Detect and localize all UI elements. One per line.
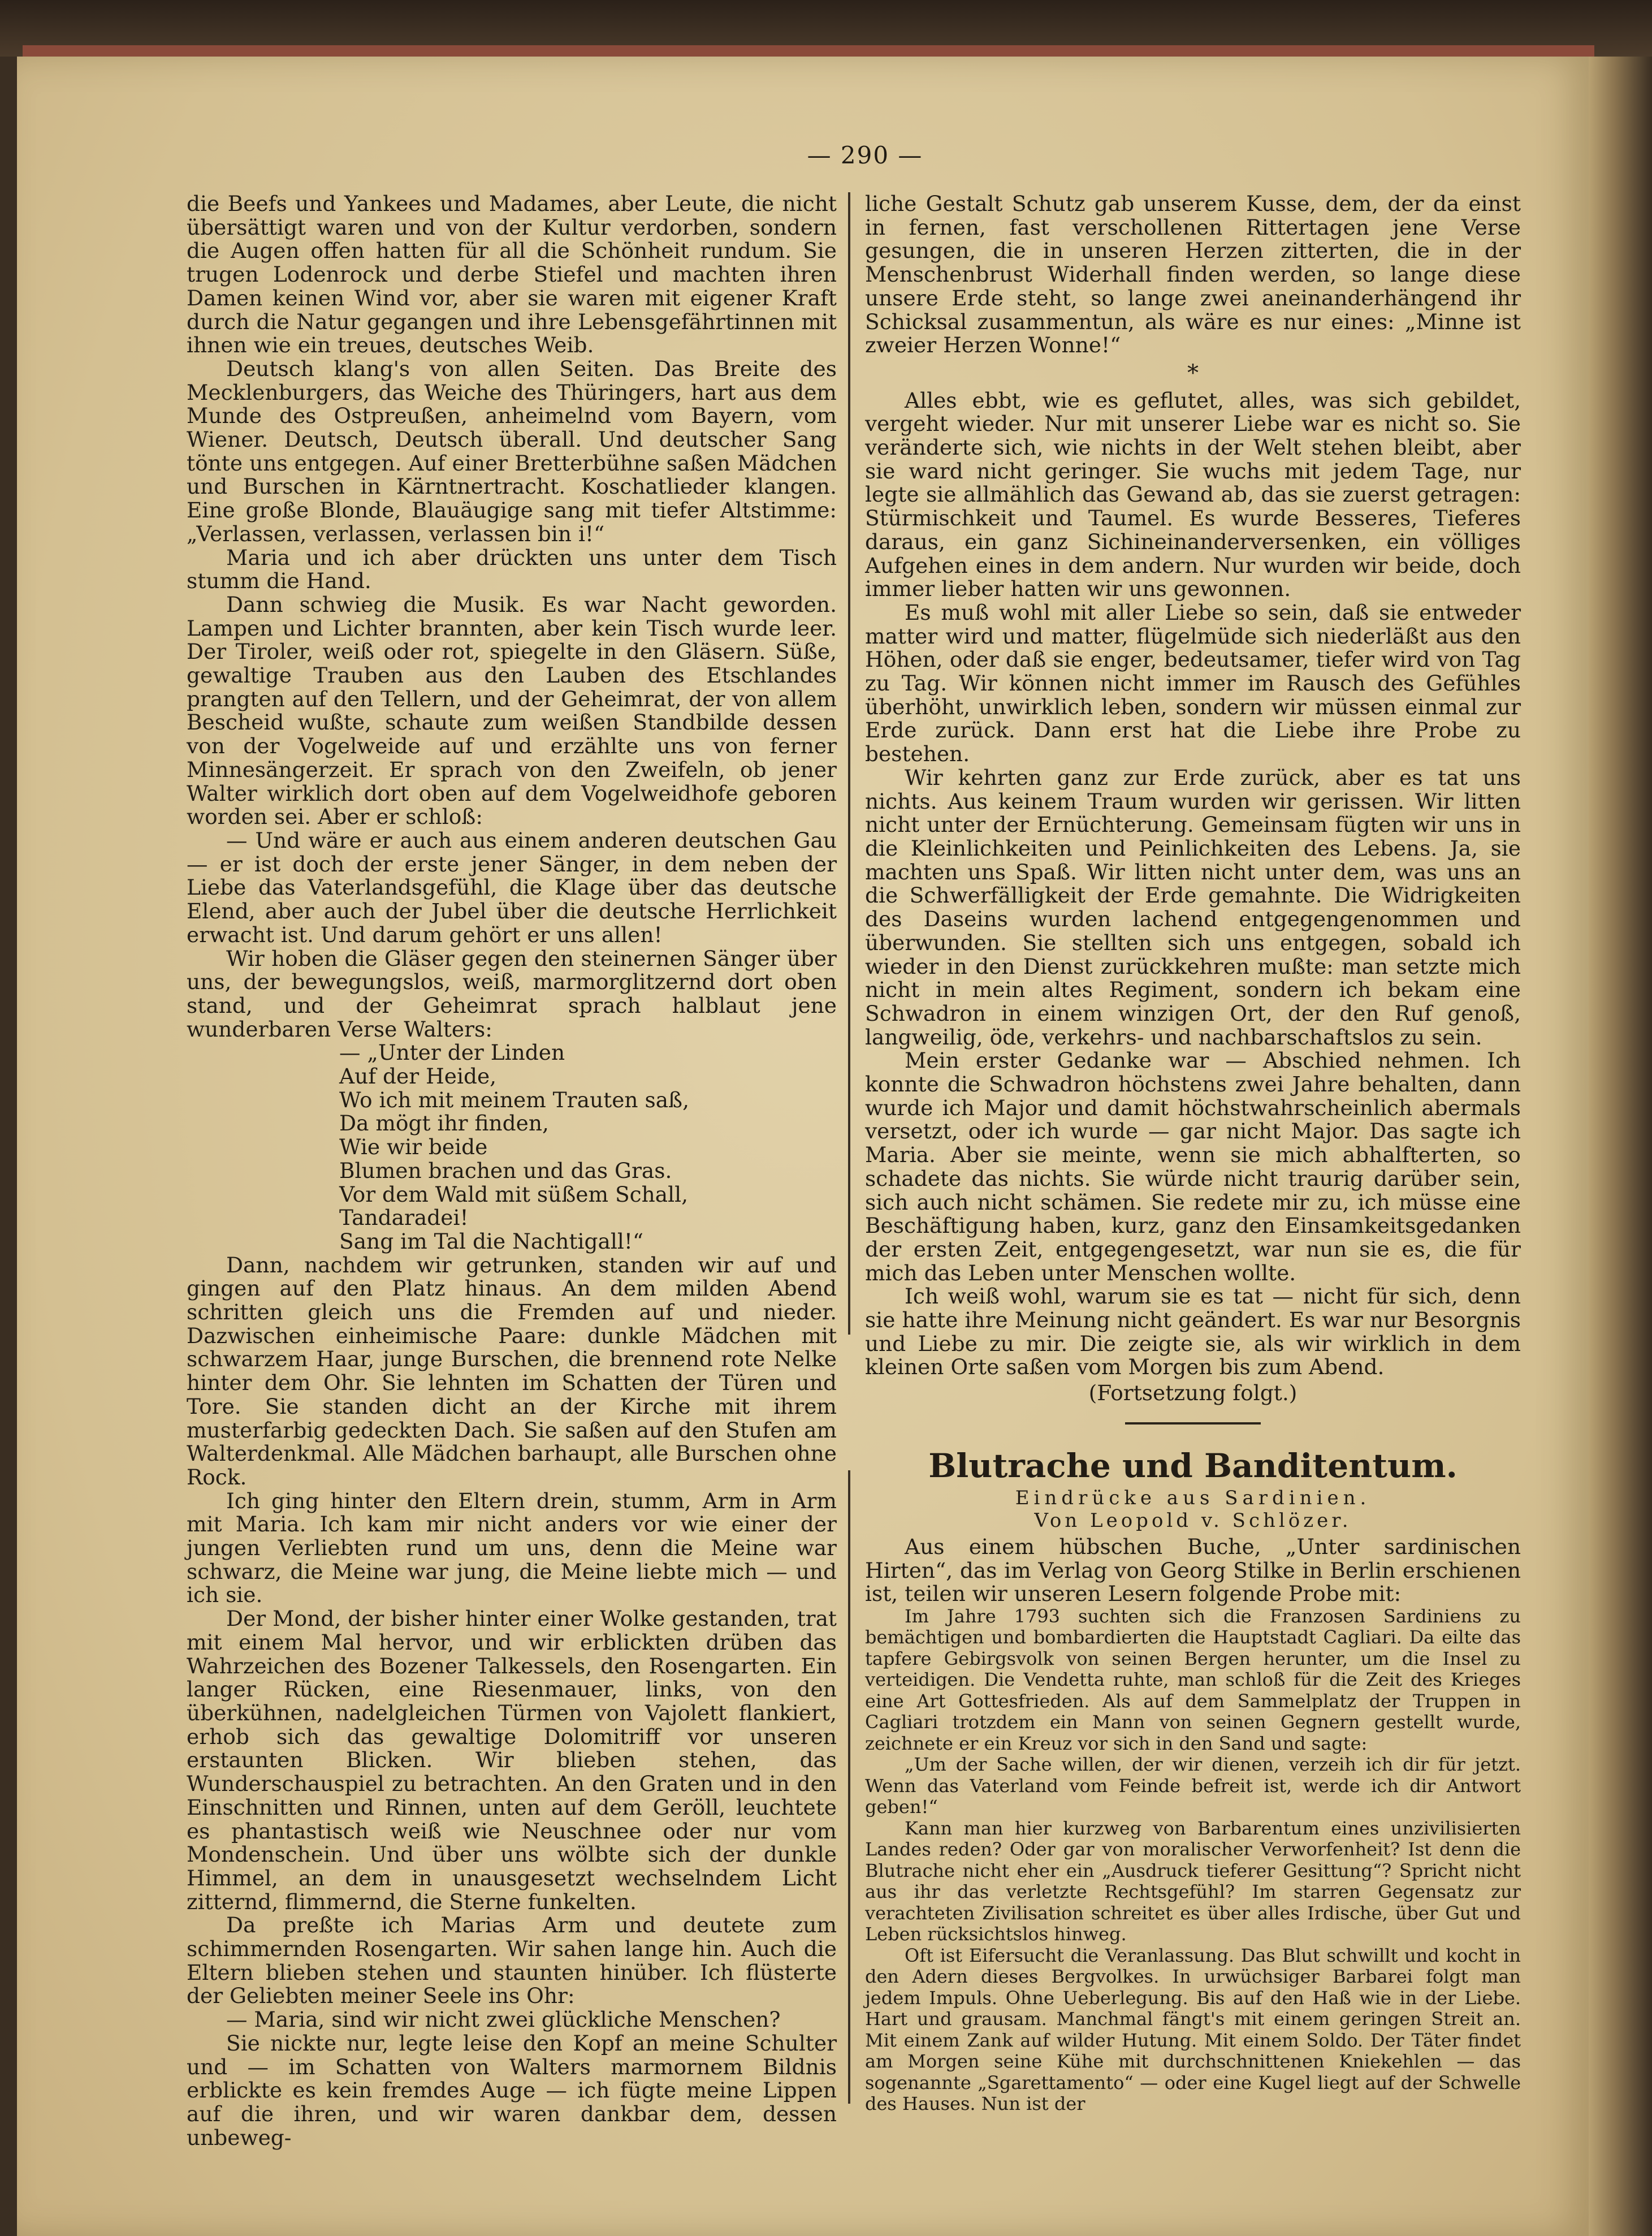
- poem-line: Da mögt ihr finden,: [339, 1111, 549, 1136]
- right-column: [865, 192, 1521, 2115]
- paragraph: — Maria, sind wir nicht zwei glückliche Menschen?: [226, 2007, 781, 2032]
- continuation-note: (Fortsetzung folgt.): [1088, 1380, 1298, 1406]
- section-rule: [1125, 1422, 1261, 1425]
- paragraph: die Beefs und Yankees und Madames, aber Leute, die nicht übersättigt waren und von der Kultur verdorben, sondern die Augen offen hatten für all die Schönheit rundum. Sie trugen Lodenrock und derbe Stiefel und machten ihren Damen keinen Wind vor, aber sie waren mit eigener Kraft durch die Natur gegangen und ihre Lebensgefährtinnen mit ihnen wie ein treues, deutsches Weib.: [187, 191, 837, 358]
- paragraph: Dann, nachdem wir getrunken, standen wir auf und gingen auf den Platz hinaus. An dem milden Abend schritten gleich uns die Fremden auf und nieder. Dazwischen einheimische Paare: dunkle Mädchen mit schwarzem Haar, junge Burschen, die brennend rote Nelke hinter dem Ohr. Sie lehnten im Schatten der Türen und Tore. Sie standen dicht an der Kirche mit ihrem musterfarbig gedeckten Dach. Sie saßen auf den Stufen am Walterdenkmal. Alle Mädchen barhaupt, alle Burschen ohne Rock.: [187, 1252, 837, 1490]
- paragraph: Ich weiß wohl, warum sie es tat — nicht für sich, denn sie hatte ihre Meinung nicht geändert. Es war nur Besorgnis und Liebe zu mir. Die zeigte sie, als wir wirklich in dem kleinen Orte saßen vom Morgen bis zum Abend.: [865, 1284, 1521, 1380]
- article-paragraph: Im Jahre 1793 suchten sich die Franzosen Sardiniens zu bemächtigen und bombardierten die Hauptstadt Cagliari. Da eilte das tapfere Gebirgsvolk von seinen Bergen herunter, um die Insel zu verteidigen. Die Vendetta ruhte, man schloß für die Zeit des Krieges eine Art Gottesfrieden. Als auf dem Sammelplatz der Truppen in Cagliari trotzdem ein Mann von seinen Gegnern gestellt wurde, zeichnete er ein Kreuz vor sich in den Sand und sagte:: [865, 1605, 1521, 1754]
- poem: [339, 1041, 837, 1253]
- paragraph: Alles ebbt, wie es geflutet, alles, was sich gebildet, vergeht wieder. Nur mit unserer Liebe war es nicht so. Sie veränderte sich, wie nichts in der Welt stehen bleibt, aber sie ward nicht geringer. Sie wuchs mit jedem Tage, nur legte sie allmählich das Gewand ab, das sie zuerst getragen: Stürmischkeit und Taumel. Es wurde Besseres, Tieferes daraus, ein ganz Sichineinanderversenken, ein völliges Aufgehen eines in dem andern. Nur wurden wir beide, doch immer lieber hatten wir uns gewonnen.: [865, 387, 1521, 602]
- article-headline: Blutrache und Banditentum.: [928, 1446, 1458, 1485]
- paragraph: — Und wäre er auch aus einem anderen deutschen Gau — er ist doch der erste jener Sänger, in dem neben der Liebe das Vaterlandsgefühl, die Klage über das deutsche Elend, aber auch der Jubel über die deutsche Herrlichkeit erwacht ist. Und darum gehört er uns allen!: [187, 827, 837, 947]
- column-divider-upper: [848, 192, 850, 1335]
- left-column: [187, 192, 837, 2149]
- poem-line: Vor dem Wald mit süßem Schall,: [339, 1181, 689, 1207]
- paragraph: Wir kehrten ganz zur Erde zurück, aber es tat uns nichts. Aus keinem Traum wurden wir gerissen. Wir litten nicht unter der Ernüchterung. Gemeinsam fügten wir uns in die Kleinlichkeiten und Peinlichkeiten des Lebens. Ja, sie machten uns Spaß. Wir litten nicht unter dem, was uns an die Schwerfälligkeit der Erde gemahnte. Die Widrigkeiten des Daseins wurden lachend entgegengenommen und überwunden. Sie stellten sich uns entgegen, sobald ich wieder in den Dienst zurückkehren mußte: man setzte mich nicht in mein altes Regiment, sondern ich bekam eine Schwadron in einem winzigen Ort, der den Ruf genoß, langweilig, öde, verkehrs- und nachbarschaftslos zu sein.: [865, 765, 1521, 1050]
- poem-line: Wo ich mit meinem Trauten saß,: [339, 1087, 690, 1112]
- article-intro: Aus einem hübschen Buche, „Unter sardinischen Hirten“, das im Verlag von Georg Stilke in Berlin erschienen ist, teilen wir unseren Lesern folgende Probe mit:: [865, 1534, 1521, 1607]
- article-paragraph: Oft ist Eifersucht die Veranlassung. Das Blut schwillt und kocht in den Adern dieses Bergvolkes. In urwüchsiger Barbarei folgt man jedem Impuls. Ohne Ueberlegung. Bis auf den Haß wie in der Liebe. Hart und grausam. Manchmal fängt's mit einem geringen Streit an. Mit einem Zank auf wilder Hutung. Mit einem Soldo. Der Täter findet am Morgen seine Kühe mit durchschnittenen Kniekehlen — das sogenannte „Sgarettamento“ — oder eine Kugel liegt auf der Schwelle des Hauses. Nun ist der: [865, 1944, 1521, 2115]
- paragraph: Maria und ich aber drückten uns unter dem Tisch stumm die Hand.: [187, 545, 837, 594]
- article-paragraph: Kann man hier kurzweg von Barbarentum eines unzivilisierten Landes reden? Oder gar von moralischer Verworfenheit? Ist denn die Blutrache nicht eher ein „Ausdruck tieferer Gesittung“? Spricht nicht aus ihr das verletzte Rechtsgefühl? Im starren Gegensatz zur verachteten Zivilisation schreitet es über alles Irdische, über Gut und Leben rücksichtslos hinweg.: [865, 1817, 1521, 1945]
- column-divider-lower: [848, 1470, 850, 2104]
- poem-line: Wie wir beide: [339, 1134, 488, 1160]
- paragraph: Dann schwieg die Musik. Es war Nacht geworden. Lampen und Lichter brannten, aber kein Tisch wurde leer. Der Tiroler, weiß oder rot, spiegelte in den Gläsern. Süße, gewaltige Trauben aus den Lauben des Etschlandes prangten auf den Tellern, und der Geheimrat, der von allem Bescheid wußte, schaute zum weißen Standbilde dessen von der Vogelweide auf und erzählte uns von ferner Minnesängerzeit. Er sprach von den Zweifeln, ob jener Walter wirklich dort oben auf dem Vogelweidhofe geboren worden sei. Aber er schloß:: [187, 592, 837, 830]
- paragraph: Sie nickte nur, legte leise den Kopf an meine Schulter und — im Schatten von Walters marmornem Bildnis erblickte es kein fremdes Auge — ich fügte meine Lippen auf die ihren, und wir waren dankbar dem, dessen unbeweg-: [187, 2030, 837, 2150]
- paragraph: Es muß wohl mit aller Liebe so sein, daß sie entweder matter wird und matter, flügelmüde sich niederläßt aus den Höhen, oder daß sie enger, bedeutsamer, tiefer wird von Tag zu Tag. Wir können nicht immer im Rausch des Gefühles überhöht, unwirklich leben, sondern wir müssen einmal zur Erde zurück. Dann erst hat die Liebe ihre Probe zu bestehen.: [865, 599, 1521, 767]
- paragraph: liche Gestalt Schutz gab unserem Kusse, dem, der da einst in fernen, fast verschollenen Rittertagen jene Verse gesungen, die in unseren Herzen zitterten, die in der Menschenbrust Widerhall finden werden, so lange diese unsere Erde steht, so lange zwei aneinanderhängend ihr Schicksal zusammentun, als wäre es nur eines: „Minne ist zweier Herzen Wonne!“: [865, 191, 1521, 358]
- paragraph: Mein erster Gedanke war — Abschied nehmen. Ich konnte die Schwadron höchstens zwei Jahre behalten, dann wurde ich Major und damit höchstwahrscheinlich abermals versetzt, oder ich wurde — gar nicht Major. Das sagte ich Maria. Aber sie meinte, wenn sie mich abhalfterten, so schadete das nichts. Sie würde nicht traurig darüber sein, sich auch nicht schämen. Sie redete mir zu, ich müsse eine Beschäftigung haben, kurz, ganz den Einsamkeitsgedanken der ersten Zeit, entgegengesetzt, war nun sie es, die für mich das Leben unter Menschen wollte.: [865, 1048, 1521, 1285]
- section-break-star: *: [1187, 360, 1199, 386]
- paragraph: Wir hoben die Gläser gegen den steinernen Sänger über uns, der bewegungslos, weiß, marmorglitzernd dort oben stand, und der Geheimrat sprach halblaut jene wunderbaren Verse Walters:: [187, 946, 837, 1042]
- paragraph: Ich ging hinter den Eltern drein, stumm, Arm in Arm mit Maria. Ich kam mir nicht anders vor wie einer der jungen Verliebten rund um uns, denn die Meine war schwarz, die Meine war jung, die Meine liebte mich — und ich sie.: [187, 1488, 837, 1608]
- paragraph: Da preßte ich Marias Arm und deutete zum schimmernden Rosengarten. Wir sahen lange hin. Auch die Eltern blieben stehen und staunten hinüber. Ich flüsterte der Geliebten meiner Seele ins Ohr:: [187, 1913, 837, 2009]
- article-paragraph: „Um der Sache willen, der wir dienen, verzeih ich dir für jetzt. Wenn das Vaterland vom Feinde befreit ist, werde ich dir Antwort geben!“: [865, 1754, 1521, 1818]
- poem-line: Blumen brachen und das Gras.: [339, 1158, 672, 1183]
- page-edge: [1589, 57, 1652, 2236]
- article-author: Von Leopold v. Schlözer.: [1034, 1509, 1352, 1532]
- article-subheadline: Eindrücke aus Sardinien.: [1015, 1486, 1371, 1509]
- poem-line: Auf der Heide,: [339, 1064, 497, 1089]
- paragraph: Der Mond, der bisher hinter einer Wolke gestanden, trat mit einem Mal hervor, und wir erblickten drüben das Wahrzeichen des Bozener Talkessels, den Rosengarten. Ein langer Rücken, eine Riesenmauer, links, von den überkühnen, nadelgleichen Türmen von Vajolett flankiert, erhob sich das gewaltige Dolomitriff vor unseren erstaunten Blicken. Wir blieben stehen, das Wunderschauspiel zu betrachten. An den Graten und in den Einschnitten und Rinnen, unten auf dem Geröll, leuchtete es phantastisch weiß wie Neuschnee oder nur vom Mondenschein. Und über uns wölbte sich der dunkle Himmel, an dem in unausgesetzt wechselndem Licht zitternd, flimmernd, die Sterne funkelten.: [187, 1606, 837, 1914]
- poem-line: — „Unter der Linden: [339, 1040, 565, 1065]
- page-number: — 290 —: [807, 141, 923, 169]
- poem-line: Tandaradei!: [339, 1205, 469, 1231]
- poem-line: Sang im Tal die Nachtigall!“: [339, 1228, 644, 1254]
- paragraph: Deutsch klang's von allen Seiten. Das Breite des Mecklenburgers, das Weiche des Thüringers, hart aus dem Munde des Ostpreußen, anheimelnd vom Bayern, vom Wiener. Deutsch, Deutsch überall. Und deutscher Sang tönte uns entgegen. Auf einer Bretterbühne saßen Mädchen und Burschen in Kärntnertracht. Koschatlieder klangen. Eine große Blonde, Blauäugige sang mit tiefer Altstimme: „Verlassen, verlassen, verlassen bin i!“: [187, 356, 837, 546]
